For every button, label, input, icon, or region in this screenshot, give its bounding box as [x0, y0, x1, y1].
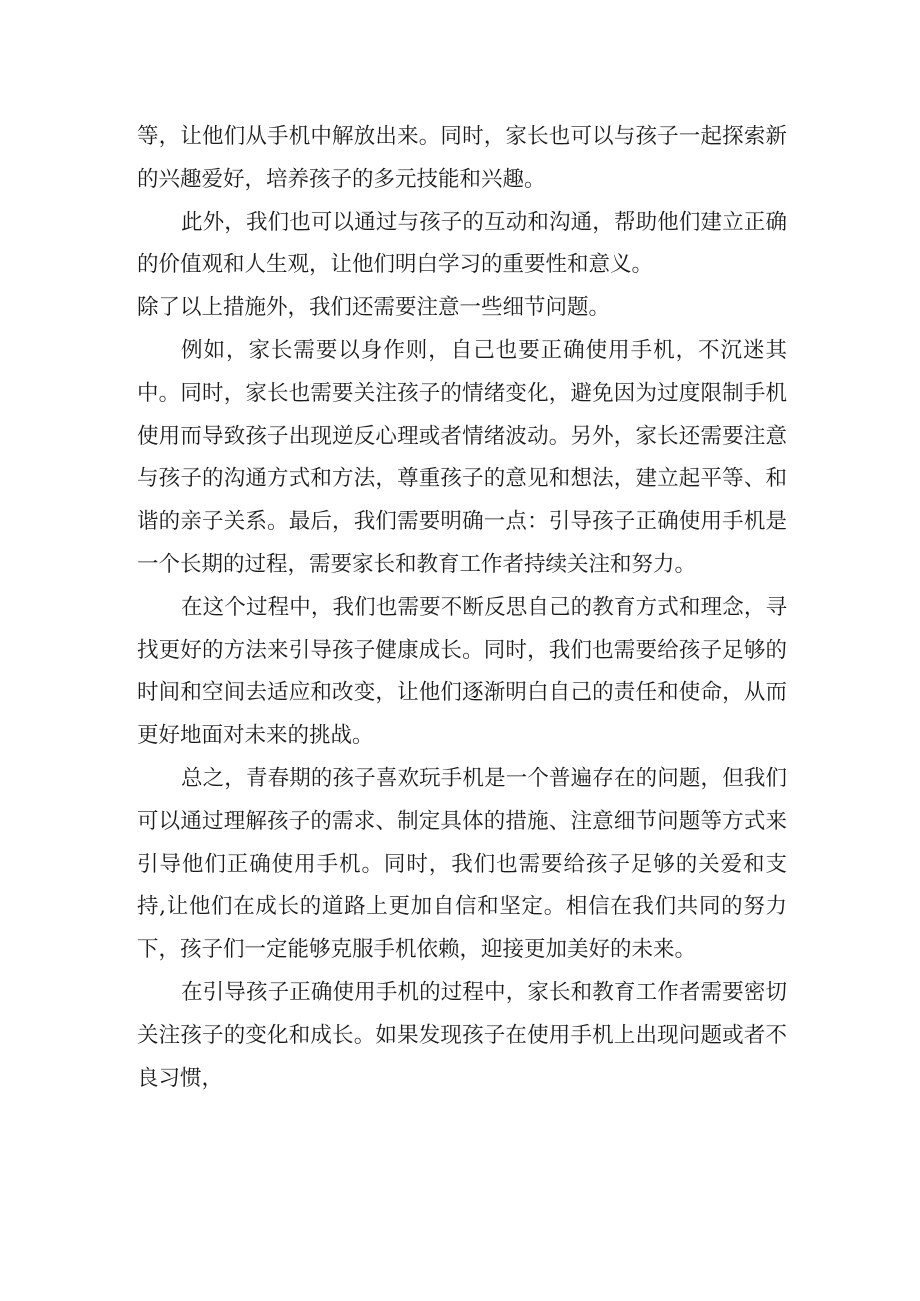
paragraph-6: 总之，青春期的孩子喜欢玩手机是一个普遍存在的问题，但我们可以通过理解孩子的需求、制定具体的措施、注意细节问题等方式来引导他们正确使用手机。同时，我们也需要给孩子足够的关爱和支持,让他们在成长的道路上更加自信和坚定。相信在我们共同的努力下，孩子们一定能够克服手机依赖，迎接更加美好的未来。: [137, 765, 787, 963]
paragraph-3: 除了以上措施外，我们还需要注意一些细节问题。: [137, 295, 611, 321]
document-body: [137, 116, 787, 1100]
paragraph-1: 等，让他们从手机中解放出来。同时，家长也可以与孩子一起探索新的兴趣爱好，培养孩子的多元技能和兴趣。: [137, 124, 787, 192]
paragraph-7: 在引导孩子正确使用手机的过程中，家长和教育工作者需要密切关注孩子的变化和成长。如果发现孩子在使用手机上出现问题或者不良习惯，: [137, 979, 787, 1091]
paragraph-4: 例如，家长需要以身作则，自己也要正确使用手机，不沉迷其中。同时，家长也需要关注孩子的情绪变化，避免因为过度限制手机使用而导致孩子出现逆反心理或者情绪波动。另外，家长还需要注意与孩子的沟通方式和方法，尊重孩子的意见和想法，建立起平等、和谐的亲子关系。最后，我们需要明确一点：引导孩子正确使用手机是一个长期的过程，需要家长和教育工作者持续关注和努力。: [137, 337, 787, 577]
paragraph-2: 此外，我们也可以通过与孩子的互动和沟通，帮助他们建立正确的价值观和人生观，让他们明白学习的重要性和意义。: [137, 209, 787, 278]
paragraph-5: 在这个过程中，我们也需要不断反思自己的教育方式和理念，寻找更好的方法来引导孩子健康成长。同时，我们也需要给孩子足够的时间和空间去适应和改变，让他们逐渐明白自己的责任和使命，从而更好地面对未来的挑战。: [137, 594, 787, 749]
